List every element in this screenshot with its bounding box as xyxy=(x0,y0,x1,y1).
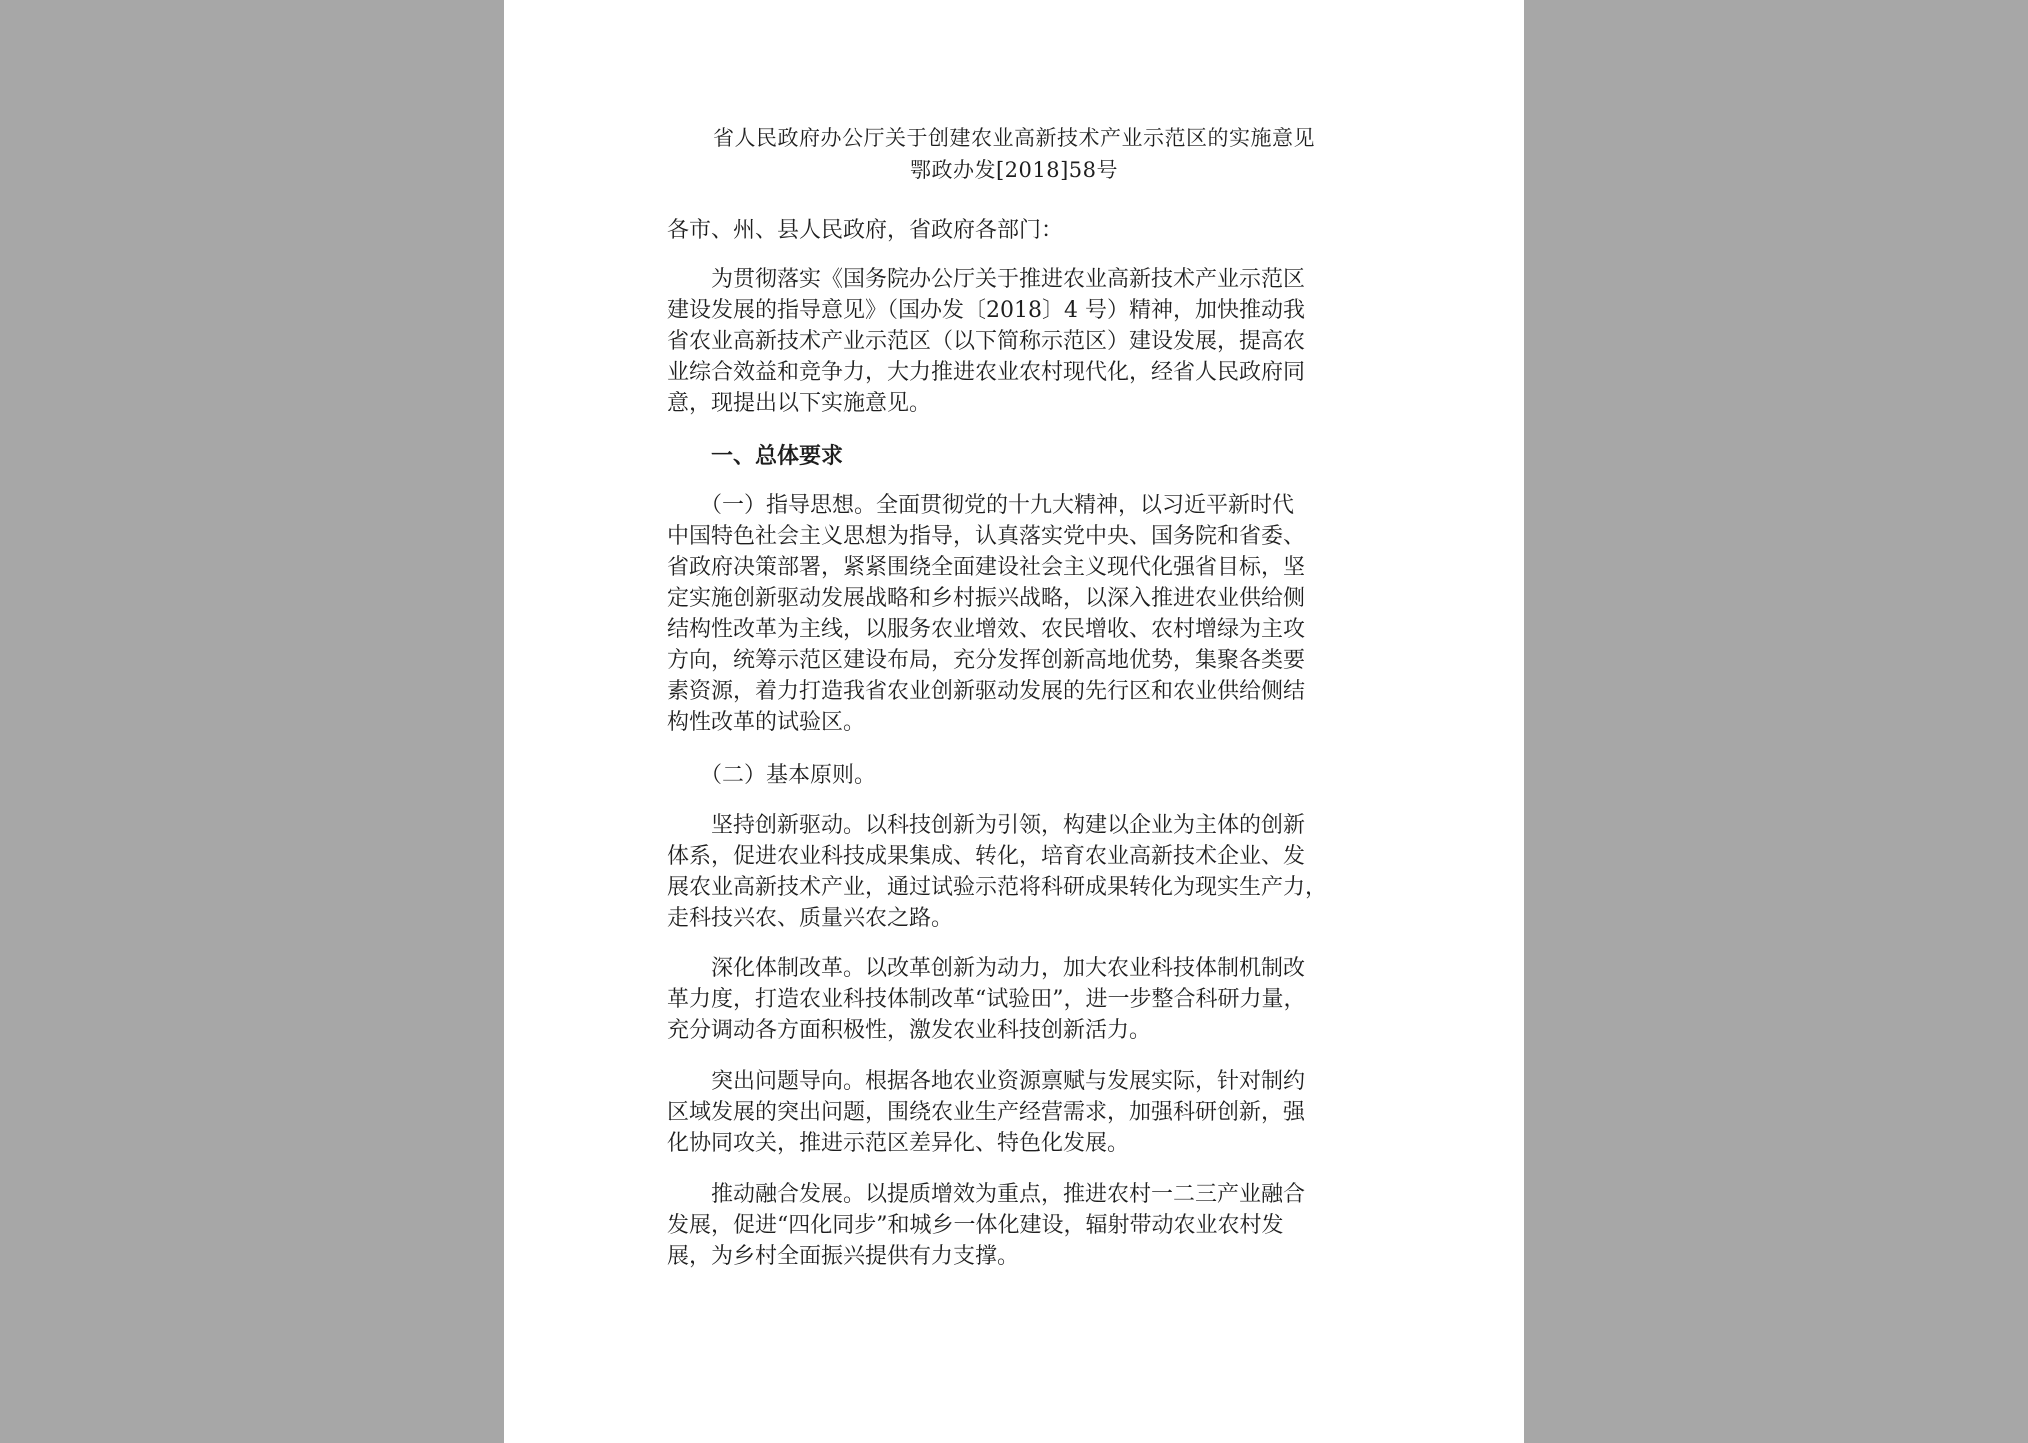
paragraph-line: 发展，促进“四化同步”和城乡一体化建设，辐射带动农业农村发 xyxy=(667,1213,1284,1238)
paragraph-line: 业综合效益和竞争力，大力推进农业农村现代化，经省人民政府同 xyxy=(667,360,1306,385)
paragraph-line: 展，为乡村全面振兴提供有力支撑。 xyxy=(667,1244,1020,1269)
paragraph-line: 中国特色社会主义思想为指导，认真落实党中央、国务院和省委、 xyxy=(667,524,1306,549)
paragraph-line: 结构性改革为主线，以服务农业增效、农民增收、农村增绿为主攻 xyxy=(667,617,1306,642)
paragraph-line: 体系，促进农业科技成果集成、转化，培育农业高新技术企业、发 xyxy=(667,844,1306,869)
paragraph-line: 素资源，着力打造我省农业创新驱动发展的先行区和农业供给侧结 xyxy=(667,679,1306,704)
document-page xyxy=(504,0,1524,1443)
document-title: 省人民政府办公厅关于创建农业高新技术产业示范区的实施意见 xyxy=(713,126,1315,150)
paragraph-line: 革力度，打造农业科技体制改革“试验田”，进一步整合科研力量， xyxy=(667,987,1306,1012)
paragraph-line: （一）指导思想。全面贯彻党的十九大精神，以习近平新时代 xyxy=(667,493,1295,518)
paragraph-line: 坚持创新驱动。以科技创新为引领，构建以企业为主体的创新 xyxy=(667,813,1306,838)
paragraph-line: 突出问题导向。根据各地农业资源禀赋与发展实际，针对制约 xyxy=(667,1069,1306,1094)
paragraph-line: 方向，统筹示范区建设布局，充分发挥创新高地优势，集聚各类要 xyxy=(667,648,1306,673)
paragraph-line: 意，现提出以下实施意见。 xyxy=(667,391,932,416)
paragraph-line: 化协同攻关，推进示范区差异化、特色化发展。 xyxy=(667,1131,1130,1156)
paragraph-line: 建设发展的指导意见》（国办发〔2018〕4 号）精神，加快推动我 xyxy=(667,298,1305,323)
paragraph-line: 走科技兴农、质量兴农之路。 xyxy=(667,906,954,931)
paragraph-line: 展农业高新技术产业，通过试验示范将科研成果转化为现实生产力， xyxy=(667,875,1328,900)
salutation: 各市、州、县人民政府，省政府各部门： xyxy=(667,218,1064,243)
paragraph-line: 定实施创新驱动发展战略和乡村振兴战略，以深入推进农业供给侧 xyxy=(667,586,1306,611)
paragraph-line: 构性改革的试验区。 xyxy=(667,710,866,735)
section-heading: 一、总体要求 xyxy=(667,443,844,469)
paragraph-line: 省农业高新技术产业示范区（以下简称示范区）建设发展，提高农 xyxy=(667,329,1306,354)
paragraph-line: 省政府决策部署，紧紧围绕全面建设社会主义现代化强省目标，坚 xyxy=(667,555,1306,580)
paragraph-line: 推动融合发展。以提质增效为重点，推进农村一二三产业融合 xyxy=(667,1182,1306,1207)
paragraph-line: 区域发展的突出问题，围绕农业生产经营需求，加强科研创新，强 xyxy=(667,1100,1306,1125)
paragraph-line: 充分调动各方面积极性，激发农业科技创新活力。 xyxy=(667,1018,1152,1043)
paragraph-line: 为贯彻落实《国务院办公厅关于推进农业高新技术产业示范区 xyxy=(667,267,1306,292)
subsection-heading: （二）基本原则。 xyxy=(667,763,877,788)
paragraph-line: 深化体制改革。以改革创新为动力，加大农业科技体制机制改 xyxy=(667,956,1306,981)
document-number: 鄂政办发[2018]58号 xyxy=(909,158,1119,182)
